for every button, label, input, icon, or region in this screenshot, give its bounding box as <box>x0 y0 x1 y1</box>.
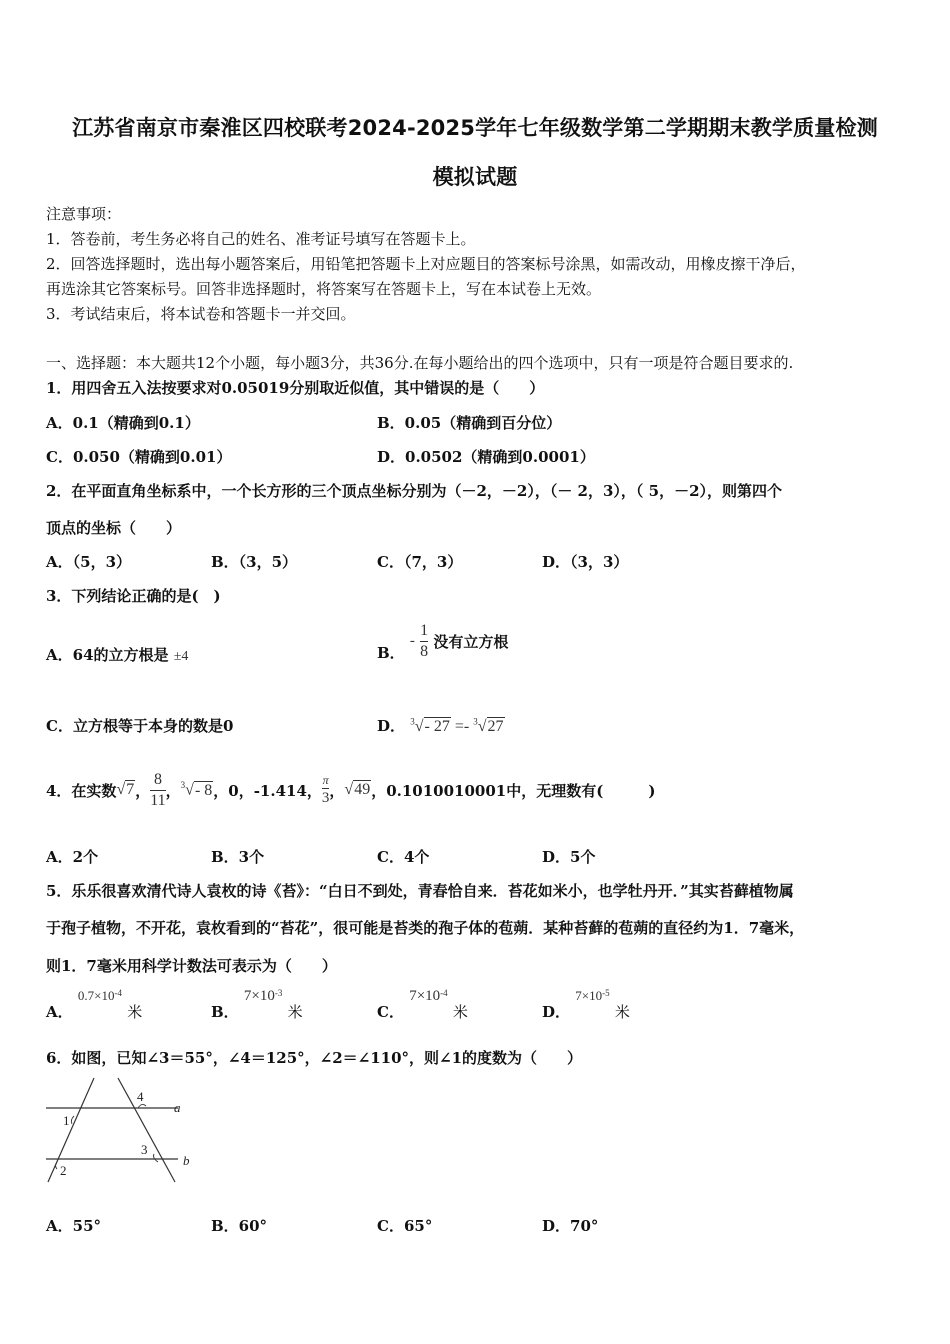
q3-option-d-label: D． <box>377 717 406 735</box>
q3-option-d-index1: 3 <box>410 716 415 727</box>
q4-comma-3: ， <box>329 781 345 800</box>
q5-option-d-label: D． <box>542 1003 571 1021</box>
q3-option-b-minus: - <box>409 633 415 649</box>
notes-item-1: 1．答卷前，考生务必将自己的姓名、准考证号填写在答题卡上。 <box>46 230 476 248</box>
q5-stem-line2: 于孢子植物，不开花，袁枚看到的“苔花”，很可能是苔类的孢子体的苞蒴．某种苔藓的苞蒴的直径约为1．7毫米， <box>46 919 805 937</box>
q5-option-d-unit: 米 <box>614 1003 630 1021</box>
q3-option-d-equals: =- <box>454 718 470 735</box>
q6-option-b: B．60° <box>211 1217 268 1235</box>
q6-option-c: C．65° <box>377 1217 433 1235</box>
q5-stem-line1: 5．乐乐很喜欢清代诗人袁枚的诗《苔》：“白日不到处，青春恰自来．苔花如米小，也学牡丹开．”其实苔藓植物属 <box>46 882 794 900</box>
q4-fraction <box>150 771 165 809</box>
q4-option-d: D．5个 <box>542 848 596 866</box>
q3-option-b <box>377 620 508 663</box>
q1-stem: 1．用四舍五入法按要求对0.05019分别取近似值，其中错误的是（ ） <box>46 379 545 397</box>
q5-option-c <box>377 988 468 1022</box>
q6-option-d: D．70° <box>542 1217 599 1235</box>
notes-item-3: 3．考试结束后，将本试卷和答题卡一并交回。 <box>46 305 356 323</box>
q5-stem-line3: 则1．7毫米用科学计数法可表示为（ ） <box>46 957 337 975</box>
q4-pi-den: 3 <box>321 789 330 806</box>
q5-option-b-label: B． <box>211 1003 239 1021</box>
q3-option-a-label: A．64的立方根是 <box>46 646 169 664</box>
q1-option-a: A．0.1（精确到0.1） <box>46 414 200 432</box>
q5-option-c-label: C． <box>377 1003 404 1021</box>
q5-option-a-label: A． <box>46 1003 73 1021</box>
q6-label-2: 2 <box>60 1163 67 1178</box>
q5-option-b-base: 7×10 <box>243 988 275 1004</box>
q5-option-b <box>211 988 303 1022</box>
q5-option-a <box>46 988 142 1022</box>
q6-label-4: 4 <box>137 1089 144 1104</box>
q5-option-b-unit: 米 <box>287 1003 303 1021</box>
q4-sqrt7: 7 <box>126 781 135 798</box>
q4-prefix: 4．在实数 <box>46 781 117 800</box>
q4-suffix: ，0.1010010001中，无理数有( ) <box>371 781 656 800</box>
q5-option-c-exp: -4 <box>440 988 448 998</box>
q4-sqrt49: 49 <box>354 781 371 798</box>
q3-option-d-radicand1: - 27 <box>424 718 450 735</box>
q3-option-b-text: 没有立方根 <box>433 633 509 651</box>
q2-stem-line2: 顶点的坐标（ ） <box>46 519 182 537</box>
q6-option-a: A．55° <box>46 1217 102 1235</box>
q3-option-d <box>377 702 505 736</box>
q4-comma-1: ， <box>135 781 151 800</box>
q2-stem-line1: 2．在平面直角坐标系中，一个长方形的三个顶点坐标分别为（－2，－2），（－ 2，3），（ 5，－2），则第四个 <box>46 482 783 500</box>
q5-option-b-exp: -3 <box>274 988 283 998</box>
q3-option-c: C．立方根等于本身的数是0 <box>46 717 234 735</box>
q4-middle: ，0，-1.414， <box>213 781 322 800</box>
q5-option-d <box>542 988 630 1022</box>
q2-option-d: D．（3，3） <box>542 553 629 571</box>
q2-option-a: A．（5，3） <box>46 553 132 571</box>
q4-cbrt-index: 3 <box>180 780 186 791</box>
q4-option-c: C．4个 <box>377 848 430 866</box>
q5-option-d-base: 7×10 <box>575 988 603 1003</box>
q6-transversal-left <box>48 1078 94 1182</box>
q1-option-d: D．0.0502（精确到0.0001） <box>377 448 595 466</box>
q5-option-d-exp: -5 <box>602 988 610 998</box>
q3-option-b-fraction <box>420 622 428 660</box>
notes-item-2-cont: 再选涂其它答案标号。回答非选择题时，将答案写在答题卡上，写在本试卷上无效。 <box>46 280 602 298</box>
q3-option-b-denominator: 8 <box>420 643 429 660</box>
q3-option-a <box>46 644 188 665</box>
q4-fraction-num: 8 <box>153 770 162 788</box>
q5-option-c-unit: 米 <box>452 1003 468 1021</box>
q3-option-b-numerator: 1 <box>420 622 429 640</box>
q3-option-d-index2: 3 <box>473 716 478 727</box>
q2-option-c: C．（7，3） <box>377 553 463 571</box>
q5-option-a-base: 0.7×10 <box>77 988 115 1003</box>
q5-option-c-base: 7×10 <box>409 988 441 1004</box>
notes-item-2: 2．回答选择题时，选出每小题答案后，用铅笔把答题卡上对应题目的答案标号涂黑，如需改动，用橡皮擦干净后， <box>46 255 806 273</box>
q4-option-a: A．2个 <box>46 848 99 866</box>
q6-label-a: a <box>174 1100 181 1115</box>
q4-stem: 4．在实数 √7 ， $\frac{8}{11}$ ， $^3$√- 8 ，0，-1.414， $\frac{\pi}{3}$ ， √49 ，0.1010010001中，无理数有( ) <box>46 770 656 809</box>
section-heading: 一、选择题：本大题共12个小题，每小题3分，共36分.在每小题给出的四个选项中，只有一项是符合题目要求的. <box>46 354 794 372</box>
q4-option-b: B．3个 <box>211 848 265 866</box>
q3-option-d-math: $^3$√- 27 =- $^3$√27 <box>410 716 504 735</box>
q4-fraction-den: 11 <box>150 791 166 809</box>
q3-option-a-math: ±4 <box>173 649 189 664</box>
q4-cbrt-radicand: - 8 <box>194 781 213 799</box>
q3-option-b-label: B． <box>377 644 405 662</box>
q6-transversal-right <box>118 1078 175 1182</box>
q6-label-b: b <box>183 1153 190 1168</box>
notes-heading: 注意事项： <box>46 205 122 223</box>
q6-label-1: 1 <box>63 1113 70 1128</box>
q1-option-b: B．0.05（精确到百分位） <box>377 414 562 432</box>
document-title-line2: 模拟试题 <box>432 165 518 189</box>
q6-stem: 6．如图，已知∠3＝55°，∠4＝125°，∠2＝∠110°，则∠1的度数为（ ） <box>46 1049 583 1067</box>
document-title-line1: 江苏省南京市秦淮区四校联考2024-2025学年七年级数学第二学期期末教学质量检测 <box>72 116 878 140</box>
q3-option-d-radicand2: 27 <box>487 718 504 735</box>
q6-label-3: 3 <box>141 1142 148 1157</box>
q6-figure <box>42 1074 212 1189</box>
q2-option-b: B．（3，5） <box>211 553 298 571</box>
q4-pi-num: π <box>322 772 329 787</box>
q3-stem: 3．下列结论正确的是( ) <box>46 587 221 605</box>
q5-option-a-exp: -4 <box>114 988 122 998</box>
q5-option-a-unit: 米 <box>127 1003 143 1021</box>
q4-comma-2: ， <box>165 781 181 800</box>
q4-pi-fraction <box>322 774 330 807</box>
q1-option-c: C．0.050（精确到0.01） <box>46 448 232 466</box>
